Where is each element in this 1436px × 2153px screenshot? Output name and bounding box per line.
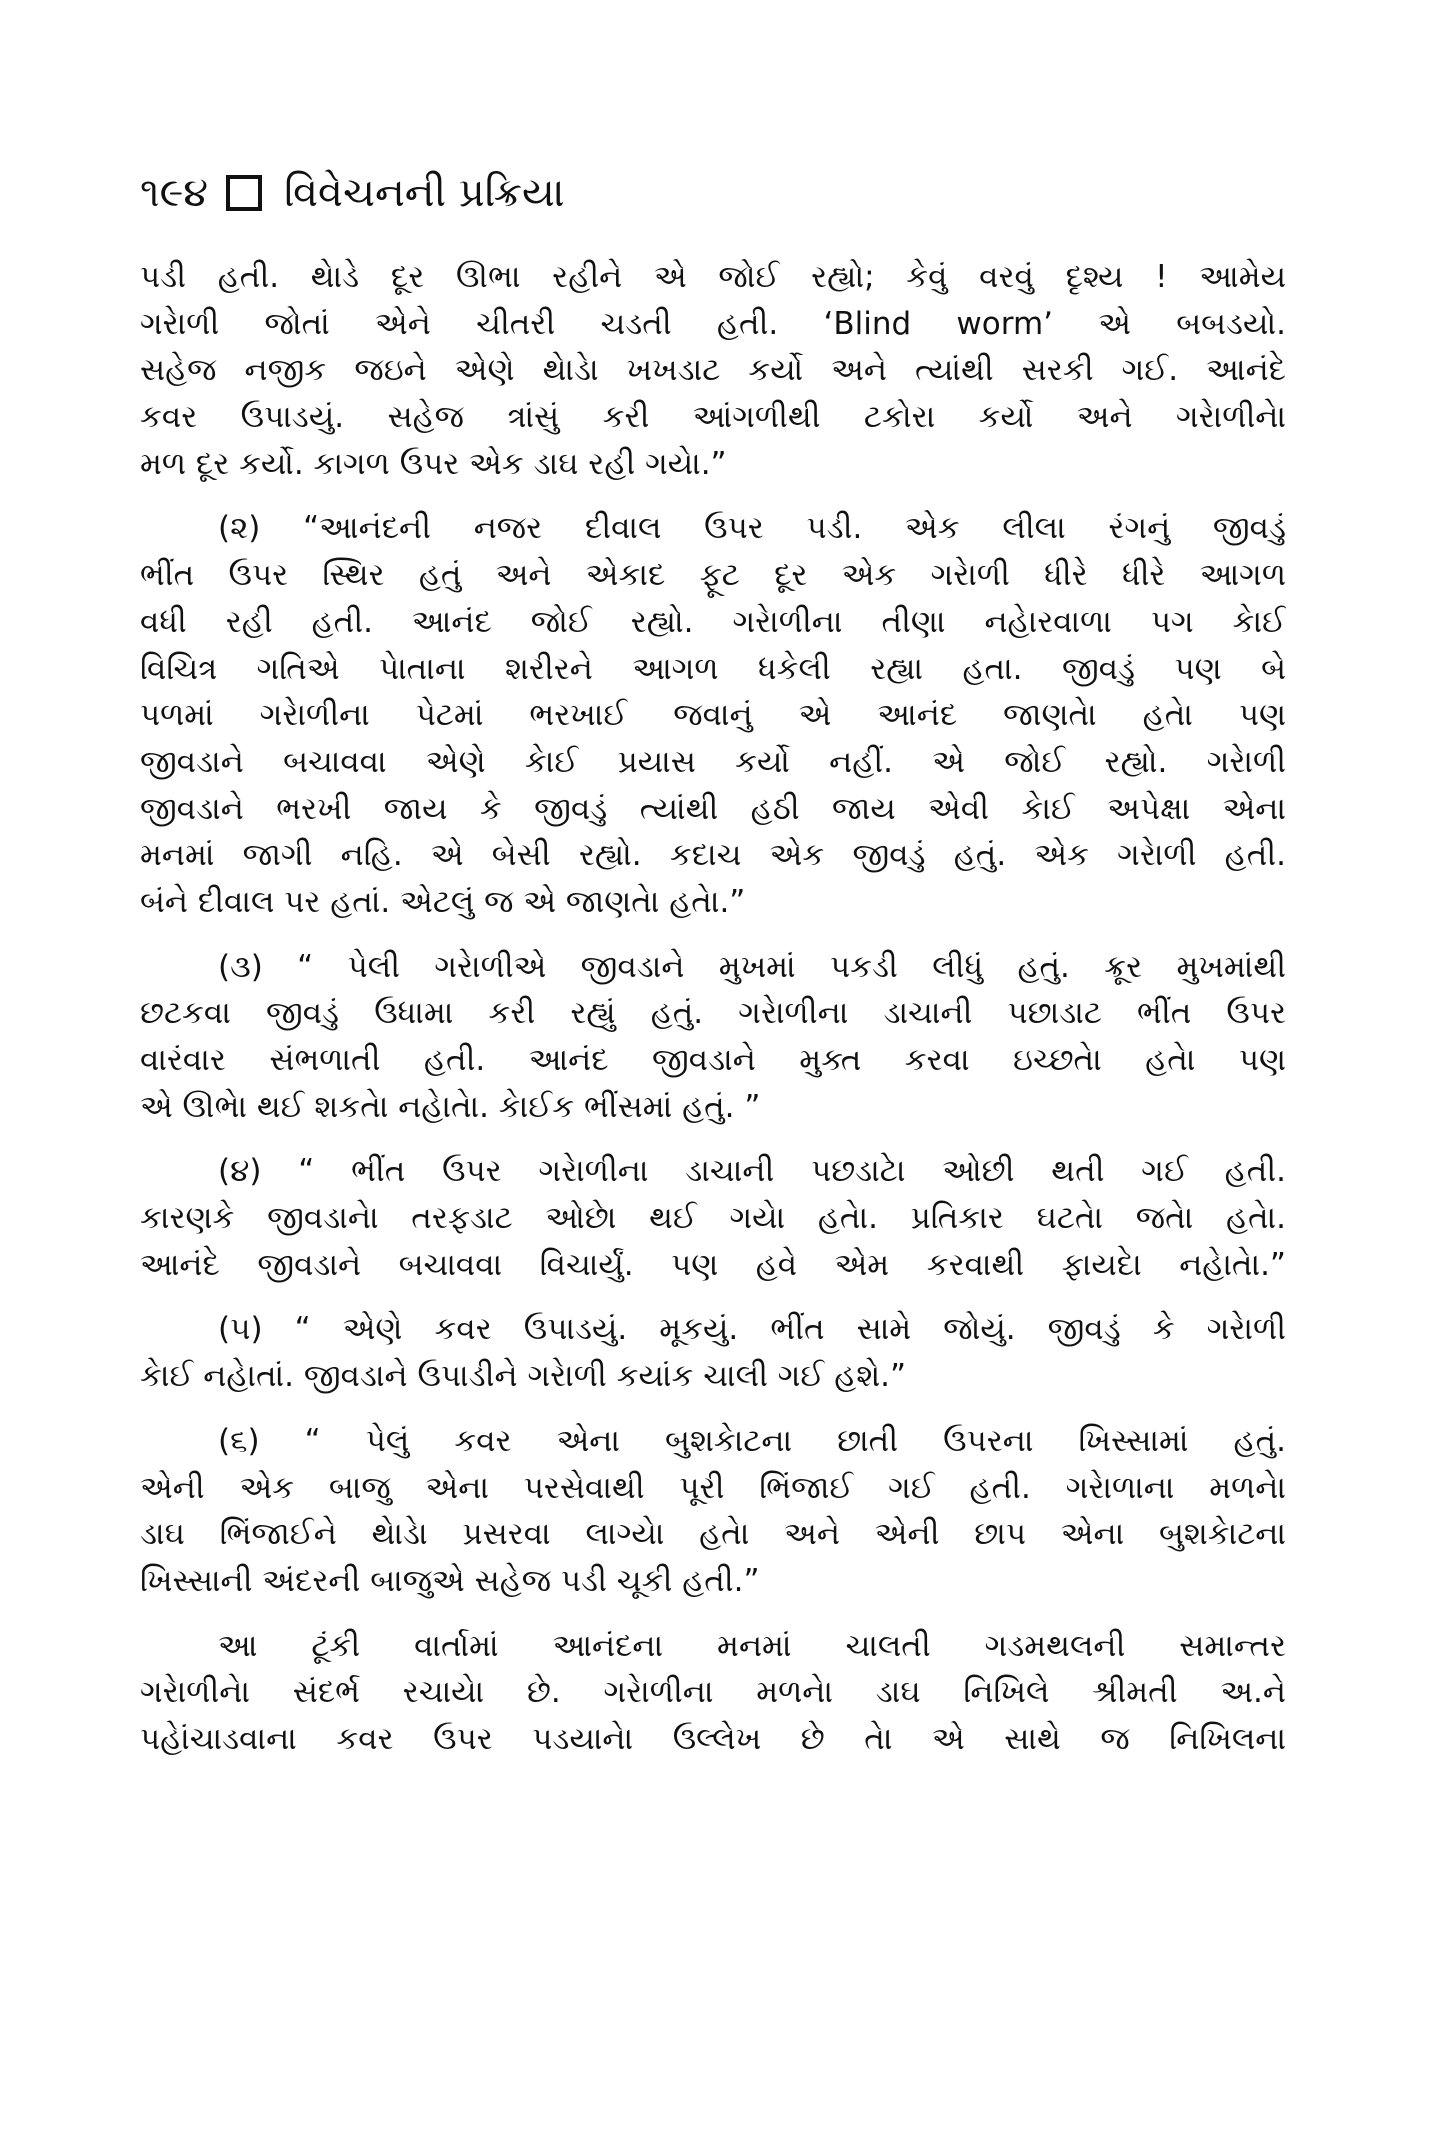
text-line: સહેજ નજીક જઇને એણે થેાડેા ખખડાટ કર્યો અને ત્યાંથી સરકી ગઈ. આનંદે	[140, 352, 1286, 389]
text-line: ગરેાળીનેા સંદર્ભ રચાયેા છે. ગરેાળીના મળનેા ડાઘ નિખિલે શ્રીમતી અ.ને	[140, 1674, 1286, 1711]
square-box-icon	[226, 175, 262, 211]
running-head	[140, 158, 1286, 228]
text-line: જીવડાને બચાવવા એણે કેાઈ પ્રયાસ કર્યો નહીં. એ જોઈ રહ્યો. ગરેાળી	[140, 743, 1286, 780]
text-line: મનમાં જાગી નહિ. એ બેસી રહ્યો. કદાચ એક જીવડું હતું. એક ગરેાળી હતી.	[140, 837, 1286, 874]
body-text	[140, 254, 1286, 1763]
text-line: કવર ઉપાડયું. સહેજ ત્રાંસું કરી આંગળીથી ટકોરા કર્યો અને ગરેાળીનેા	[140, 399, 1286, 436]
text-line: આ ટૂંકી વાર્તામાં આનંદના મનમાં ચાલતી ગડમથલની સમાન્તર	[218, 1627, 1286, 1664]
text-line: ખિસ્સાની અંદરની બાજુએ સહેજ પડી ચૂકી હતી.”	[140, 1562, 760, 1599]
text-line: ભીંત ઉપર સ્થિર હતું અને એકાદ ફૂટ દૂર એક ગરેાળી ધીરે ધીરે આગળ	[140, 557, 1286, 594]
text-line: (૬) “ પેલું કવર એના બુશકેાટના છાતી ઉપરના ખિસ્સામાં હતું.	[218, 1422, 1286, 1459]
paragraph	[140, 505, 1286, 925]
paragraph	[140, 1148, 1286, 1288]
text-line: એની એક બાજુ એના પરસેવાથી પૂરી ભિંજાઈ ગઈ હતી. ગરેાળાના મળનેા	[140, 1469, 1286, 1506]
text-line: (૩) “ પેલી ગરેાળીએ જીવડાને મુખમાં પકડી લીધું હતું. ક્રૂર મુખમાંથી	[218, 948, 1286, 985]
text-line: કારણકે જીવડાનેા તરફડાટ ઓછેા થઈ ગયેા હતેા. પ્રતિકાર ઘટતેા જતેા હતેા.	[140, 1200, 1286, 1237]
text-line: ડાઘ ભિંજાઈને થેાડેા પ્રસરવા લાગ્યેા હતેા અને એની છાપ એના બુશકેાટના	[140, 1516, 1286, 1553]
text-line: કેાઈ નહેાતાં. જીવડાને ઉપાડીને ગરેાળી કયાંક ચાલી ગઈ હશે.”	[140, 1358, 907, 1395]
paragraph	[140, 1306, 1286, 1399]
paragraph	[140, 254, 1286, 487]
book-title: વિવેચનની પ્રક્રિયા	[284, 170, 565, 216]
page-number: ૧૯૪	[140, 170, 209, 216]
text-line: છટકવા જીવડું ઉધામા કરી રહ્યું હતું. ગરેાળીના ડાચાની પછાડાટ ભીંત ઉપર	[140, 995, 1286, 1032]
text-line: ગરેાળી જોતાં એને ચીતરી ચડતી હતી. ‘Blind worm’ એ બબડયો.	[140, 305, 1286, 342]
paragraph	[140, 1418, 1286, 1605]
text-line: આનંદે જીવડાને બચાવવા વિચાર્યું. પણ હવે એમ કરવાથી ફાયદેા નહેાતેા.”	[140, 1246, 1286, 1283]
text-line: એ ઊભેા થઈ શકતેા નહેાતેા. કેાઈક ભીંસમાં હતું. ”	[140, 1088, 761, 1125]
text-line: વારંવાર સંભળાતી હતી. આનંદ જીવડાને મુક્ત કરવા ઇચ્છતેા હતેા પણ	[140, 1042, 1286, 1078]
text-line: પહેાંચાડવાના કવર ઉપર પડયાનેા ઉલ્લેખ છે તેા એ સાથે જ નિખિલના	[140, 1720, 1286, 1757]
paragraph	[140, 944, 1286, 1131]
text-line: જીવડાને ભરખી જાય કે જીવડું ત્યાંથી હઠી જાય એવી કેાઈ અપેક્ષા એના	[140, 790, 1286, 827]
text-line: પડી હતી. થેાડે દૂર ઊભા રહીને એ જોઈ રહ્યો; કેવું વરવું દૃશ્ય ! આમેય	[140, 259, 1286, 295]
paragraph	[140, 1623, 1286, 1763]
text-line: વિચિત્ર ગતિએ પેાતાના શરીરને આગળ ધકેલી રહ્યા હતા. જીવડું પણ બે	[140, 650, 1286, 687]
text-line: (૫) “ એણે કવર ઉપાડયું. મૂકયું. ભીંત સામે જોયું. જીવડું કે ગરેાળી	[218, 1311, 1286, 1348]
text-line: (૨) “આનંદની નજર દીવાલ ઉપર પડી. એક લીલા રંગનું જીવડું	[218, 510, 1286, 547]
text-line: બંને દીવાલ પર હતાં. એટલું જ એ જાણતેા હતેા.”	[140, 883, 746, 920]
text-line: (૪) “ ભીંત ઉપર ગરેાળીના ડાચાની પછડાટેા ઓછી થતી ગઈ હતી.	[218, 1153, 1286, 1190]
text-line: પળમાં ગરેાળીના પેટમાં ભરખાઈ જવાનું એ આનંદ જાણતેા હતેા પણ	[140, 697, 1286, 734]
text-line: મળ દૂર કર્યો. કાગળ ઉપર એક ડાઘ રહી ગયેા.”	[140, 445, 727, 482]
text-line: વધી રહી હતી. આનંદ જોઈ રહ્યો. ગરેાળીના તીણા નહેારવાળા પગ કેાઈ	[140, 603, 1286, 640]
